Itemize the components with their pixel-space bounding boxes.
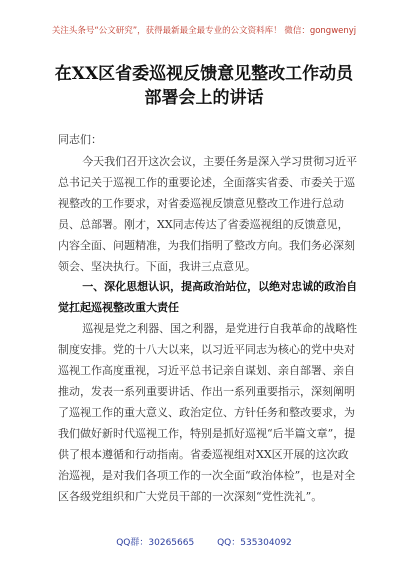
section-heading-1: 一、深化思想认识，提高政治站位，以绝对忠诚的政治自觉扛起巡视整改重大责任 — [58, 280, 358, 315]
footer-qq: QQ：535304092 — [217, 538, 292, 548]
document-body — [58, 152, 358, 507]
footer-qq-group: QQ群：30265665 — [116, 538, 195, 548]
document-title — [30, 62, 378, 110]
title-line-1: 在XX区省委巡视反馈意见整改工作动员 — [54, 64, 354, 84]
paragraph-intro: 今天我们召开这次会议，主要任务是深入学习贯彻习近平总书记关于巡视工作的重要论述，全面落实省委、市委关于巡视整改的工作要求，对省委巡视反馈意见整改工作进行总动员、总部署。刚才，XX同志传达了省委巡视组的反馈意见，内容全面、问题精准，为我们指明了整改方向。我们务必深刻领会、坚决执行。下面，我讲三点意见。 — [58, 155, 358, 273]
header-banner: 关注头条号“公文研究”，获得最新最全最专业的公文资料库！ 微信：gongwenyj — [51, 26, 357, 36]
footer — [0, 535, 408, 548]
paragraph-section-1: 巡视是党之利器、国之利器，是党进行自我革命的战略性制度安排。党的十八大以来，以习近平同志为核心的党中央对巡视工作高度重视，习近平总书记亲自谋划、亲自部署、亲自推动，发表一系列重要讲话、作出一系列重要指示，深刻阐明了巡视工作的重大意义、政治定位、方针任务和整改要求，为我们做好新时代巡视工作，特别是抓好巡视“后半篇文章”，提供了根本遵循和行动指南。省委巡视组对XX区开展的这次政治巡视，是对我们各项工作的一次全面“政治体检”，也是对全区各级党组织和广大党员干部的一次深刻“党性洗礼”。 — [58, 322, 358, 503]
salutation: 同志们： — [58, 133, 102, 146]
title-line-2: 部署会上的讲话 — [144, 88, 264, 108]
